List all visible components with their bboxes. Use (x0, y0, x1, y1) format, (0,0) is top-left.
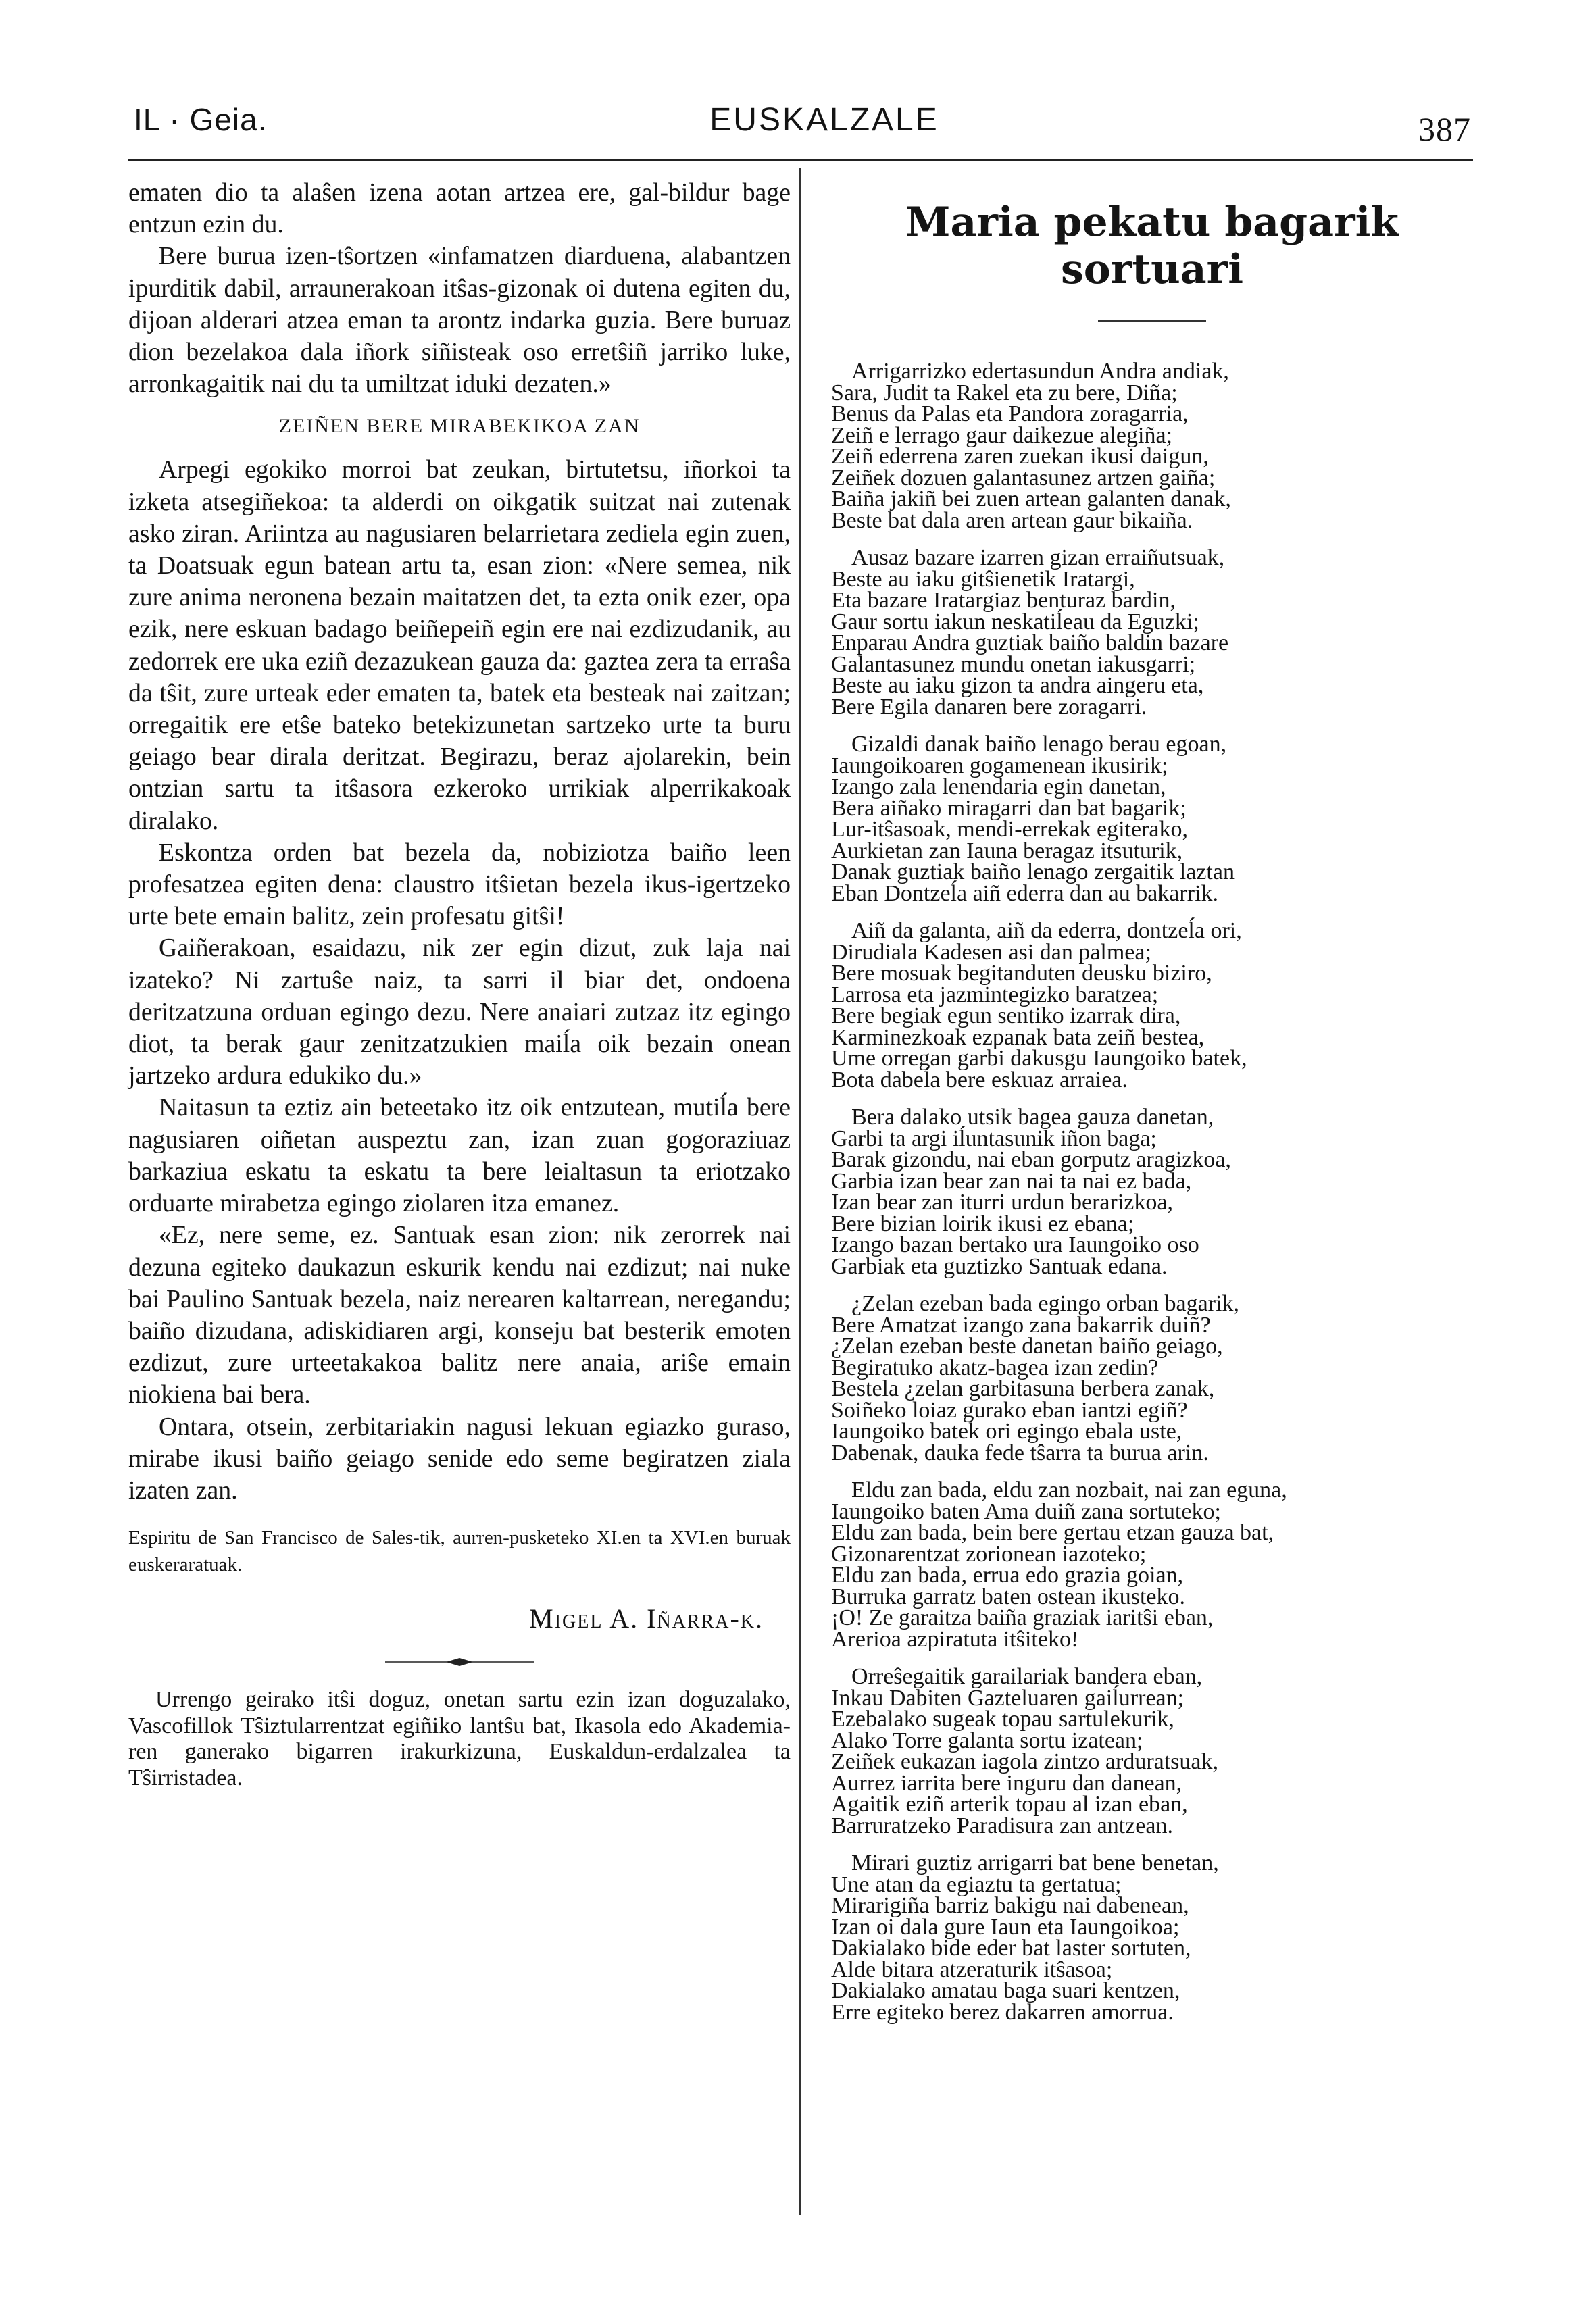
poem-stanza (831, 547, 1473, 718)
poem-line: Arrigarrizko edertasundun Andra andiak, (851, 359, 1229, 384)
poem-line: Garbi ta argi iĺuntasunik iñon baga; (831, 1126, 1157, 1151)
poem-stanza (831, 361, 1473, 531)
poem-line: Danak guztiak baiño lenago zergaitik laztan (831, 859, 1235, 884)
left-column (128, 177, 791, 1791)
poem-line: Gaur sortu iakun neskatiĺeau da Eguzki; (831, 609, 1199, 634)
poem-line: Bestela ¿zelan garbitasuna berbera zanak, (831, 1376, 1215, 1401)
poem-line: Ezebalako sugeak topau sartulekurik, (831, 1707, 1174, 1732)
poem-line: Bere mosuak begitanduten deusku biziro, (831, 961, 1212, 986)
poem-line: Gizaldi danak baiño lenago berau egoan, (851, 732, 1227, 757)
poem-stanza (831, 1853, 1473, 2023)
poem-line: Larrosa eta jazmintegizko baratzea; (831, 982, 1159, 1007)
poem-line: Alako Torre galanta sortu izatean; (831, 1728, 1143, 1753)
poem-body (831, 361, 1473, 2023)
poem-line: Garbia izan bear zan nai ta nai ez bada, (831, 1168, 1192, 1194)
poem-line: Bere begiak egun sentiko izarrak dira, (831, 1003, 1181, 1028)
poem-line: Eldu zan bada, errua edo grazia goian, (831, 1563, 1184, 1588)
poem-line: Baiña jakiñ bei zuen artean galanten danak, (831, 486, 1231, 511)
poem-line: Enparau Andra guztiak baiño baldin bazare (831, 630, 1229, 655)
poem-line: Zeiñ e lerrago gaur daikezue alegiña; (831, 422, 1173, 448)
poem-line: Aurrez iarrita bere inguru dan danean, (831, 1770, 1182, 1796)
poem-line: Alde bitara atzeraturik itŝasoa; (831, 1957, 1113, 1982)
poem-line: Garbiak eta guztizko Santuak edana. (831, 1253, 1168, 1279)
poem-line: Bere bizian loirik ikusi ez ebana; (831, 1211, 1134, 1236)
poem-line: Mirarigiña barriz bakigu nai dabenean, (831, 1893, 1189, 1918)
poem-line: Eldu zan bada, eldu zan nozbait, nai zan eguna, (851, 1478, 1287, 1503)
poem-line: Barak gizondu, nai eban gorputz aragizkoa, (831, 1147, 1231, 1172)
poem-line: Galantasunez mundu onetan iakusgarri; (831, 651, 1196, 677)
poem-stanza (831, 920, 1473, 1090)
poem-line: Burruka garratz baten ostean ikusteko. (831, 1584, 1185, 1609)
header-rule (128, 159, 1473, 161)
page-number: 387 (1418, 110, 1471, 148)
poem-line: Dabenak, dauka fede tŝarra ta burua arin. (831, 1440, 1209, 1465)
source-footnote: Espiritu de San Francisco de Sales-tik, aurren-pusketeko XI.en ta XVI.en buruak euskeraratuak. (128, 1527, 791, 1576)
intro-paragraph-1: ematen dio ta alaŝen izena aotan artzea ere, gal-bildur bage entzun ezin du. (128, 178, 791, 239)
poem-line: Une atan da egiaztu ta gertatua; (831, 1871, 1122, 1897)
body-paragraph-2: Eskontza orden bat bezela da, nobiziotza baiño leen profesatzea egiten dena: claustro itŝietan bezela ikus-igertzeko urte bete emain balitz, zein profesatu gitŝi! (128, 838, 791, 931)
poem-line: Izango zala lenendaria egin danetan, (831, 774, 1166, 799)
poem-line: Zeiñek dozuen galantasunez artzen gaiña; (831, 465, 1216, 491)
poem-stanza (831, 1666, 1473, 1836)
poem-line: Iaungoiko batek ori egingo ebala uste, (831, 1419, 1182, 1444)
poem-line: Dakialako bide eder bat laster sortuten, (831, 1936, 1191, 1961)
poem-line: Benus da Palas eta Pandora zoragarria, (831, 401, 1189, 426)
poem-line: Bere Egila danaren bere zoragarri. (831, 694, 1147, 720)
poem-line: Mirari guztiz arrigarri bat bene benetan, (851, 1851, 1219, 1876)
poem-line: Bera aiñako miragarri dan bat bagarik; (831, 795, 1187, 821)
column-divider (799, 168, 801, 2215)
author-signature: Migel A. Iñarra-k. (529, 1603, 764, 1634)
poem-title: Maria pekatu bagarik sortuari (905, 199, 1399, 293)
poem-line: Agaitik eziñ arterik topau al izan eban, (831, 1792, 1188, 1817)
poem-line: Beste au iaku gitŝienetik Iratargi, (831, 566, 1135, 592)
body-paragraph-3: Gaiñerakoan, esaidazu, nik zer egin dizut, zuk laja nai izateko? Ni zartuŝe naiz, ta sarri il biar det, ondoena deritzatzuna orduan egingo dezu. Nere anaiari zutzaz itz egingo diot, ta berak gaur zenitzatzukien maiĺa oik bezain onean jartzeko ardura edukiko du.» (128, 934, 791, 1090)
poem-line: Iaungoikoaren gogamenean ikusirik; (831, 753, 1168, 778)
poem-line: Erre egiteko berez dakarren amorrua. (831, 1999, 1174, 2025)
poem-line: Orreŝegaitik garailariak bandera eban, (851, 1664, 1203, 1689)
poem-line: Zeiñ ederrena zaren zuekan ikusi daigun, (831, 444, 1209, 469)
poem-line: ¡O! Ze garaitza baiña graziak iaritŝi eban, (831, 1605, 1214, 1630)
poem-line: Zeiñek eukazan iagola zintzo arduratsuak, (831, 1749, 1219, 1774)
poem-line: Beste bat dala aren artean gaur bikaiña. (831, 507, 1193, 533)
poem-line: Bera dalako utsik bagea gauza danetan, (851, 1105, 1214, 1130)
poem-line: Beste au iaku gizon ta andra aingeru eta, (831, 673, 1204, 698)
poem-line: ¿Zelan ezeban beste danetan baiño geiago, (831, 1334, 1223, 1359)
poem-line: Bere Amatzat izango zana bakarrik duiñ? (831, 1312, 1211, 1338)
running-header-left: IL · Geia. (134, 102, 268, 137)
poem-line: Aurkietan zan Iauna beragaz itsuturik, (831, 838, 1183, 863)
poem-line: Eta bazare Iratargiaz benturaz bardin, (831, 588, 1176, 613)
editorial-notice: Urrengo geirako itŝi doguz, onetan sartu ezin izan doguzalako, Vascofillok Tŝiztularrentzat egiñiko lantŝu bat, Ikasola edo Akademia-ren ganerako bigarren irakurkizuna, Euskaldun-erdalzalea ta Tŝirristadea. (128, 1687, 791, 1790)
poem-line: Gizonarentzat zorionean iazoteko; (831, 1541, 1147, 1567)
section-subheading: ZEIÑEN BERE MIRABEKIKOA ZAN (278, 415, 641, 438)
poem-line: Bota dabeĺa bere eskuaz arraiea. (831, 1067, 1128, 1092)
ornament-divider (385, 1657, 534, 1667)
poem-stanza (831, 734, 1473, 904)
poem-line: Inkau Dabiten Gazteluaren gaiĺurrean; (831, 1685, 1184, 1711)
poem-line: Arerioa azpiratuta itŝiteko! (831, 1626, 1079, 1652)
title-rule (1098, 320, 1206, 322)
poem-stanza (831, 1107, 1473, 1277)
poem-line: Lur-itŝasoak, mendi-errekak egiterako, (831, 817, 1188, 842)
poem-line: Ausaz bazare izarren gizan erraiñutsuak, (851, 545, 1225, 570)
poem-line: ¿Zelan ezeban bada egingo orban bagarik, (851, 1291, 1239, 1316)
body-paragraph-4: Naitasun ta eztiz ain beteetako itz oik entzutean, mutiĺa bere nagusiaren oiñetan auspeztu zan, izan zuan gogoraziuaz barkaziua eskatu ta eskatu ta bere leialtasun ta eriotzako orduarte mirabetza egingo ziolaren itza emanez. (128, 1093, 791, 1218)
poem-line: Aiñ da galanta, aiñ da ederra, dontzeĺa ori, (851, 918, 1242, 943)
poem-line: Barruratzeko Paradisura zan antzean. (831, 1813, 1173, 1838)
body-paragraph-5: «Ez, nere seme, ez. Santuak esan zion: nik zerorrek nai dezuna egiteko daukazun eskurik kendu nai ezdizut; nai nuke bai Paulino Santuak bezela, naiz nerearen kaltarrean, neregandu; baiño dizudana, adiskidiaren argi, konseju bat besterik emoten ezdizut, zure urteetakakoa balitz nere anaia, ariŝe emain niokiena bai bera. (128, 1221, 791, 1409)
poem-line: Sara, Judit ta Rakel eta zu bere, Diña; (831, 380, 1178, 405)
poem-line: Begiratuko akatz-bagea izan zedin? (831, 1355, 1159, 1380)
intro-paragraph-2: Bere burua izen-tŝortzen «infamatzen diarduena, alabantzen ipurditik dabil, arraunerakoan itŝas-gizonak oi dutena egiten du, dijoan alderari atzea eman ta arontz indarka guzia. Bere buruaz dion bezelakoa dala iñork siñisteak oso erretŝiñ jarriko luke, arronkagaitik nai du ta umiltzat iduki dezaten.» (128, 242, 791, 399)
poem-line: Eldu zan bada, bein bere gertau etzan gauza bat, (831, 1520, 1274, 1545)
poem-stanza (831, 1293, 1473, 1463)
poem-line: Soiñeko loiaz gurako eban iantzi egiñ? (831, 1397, 1188, 1423)
body-paragraph-1: Arpegi egokiko morroi bat zeukan, birtutetsu, iñorkoi ta izketa atsegiñekoa: ta alderdi on oikgatik suitzat nai zutenak asko ziran. Ariintza au nagusiaren belarrietara zediela egin zuen, ta Doatsuak egun batean artu ta, esan zion: «Nere semea, nik zure anima neronena bezain maitatzen det, ta ezta onik ezer, opa ezik, nere eskuan badago beiñepeiñ egin ere nai ezdizudanik, au zedorrek ere uka eziñ dezazukean gauza da: gaztea zera ta erraŝa da tŝit, zure urteak eder ematen ta, batek eta besteak nai zaitzan; orregaitik ere etŝe bateko betekizunetan sartzeko urte ta buru geiago bear dirala deritzat. Begirazu, beraz ajolarekin, bein ontzian sartu ta itŝasora ezkeroko urrikiak alperrikakoak diralako. (128, 455, 791, 835)
poem-line: Ume orregan garbi dakusgu Iaungoiko batek, (831, 1046, 1247, 1071)
poem-line: Eban Dontzeĺa aiñ ederra dan au bakarrik. (831, 880, 1218, 906)
running-header-title: EUSKALZALE (709, 102, 939, 138)
poem-line: Dakialako amatau baga suari kentzen, (831, 1978, 1180, 2003)
poem-line: Dirudiala Kadesen asi dan palmea; (831, 939, 1151, 965)
poem-line: Izan oi dala gure Iaun eta Iaungoikoa; (831, 1914, 1180, 1940)
poem-line: Izango bazan bertako ura Iaungoiko oso (831, 1232, 1199, 1257)
poem-line: Iaungoiko baten Ama duiñ zana sortuteko; (831, 1499, 1221, 1524)
body-paragraph-6: Ontara, otsein, zerbitariakin nagusi lekuan egiazko guraso, mirabe ikusi baiño geiago senide edo seme begiratzen ziala izaten zan. (128, 1412, 791, 1505)
right-column (831, 177, 1473, 2039)
poem-line: Karminezkoak ezpanak bata zeiñ bestea, (831, 1024, 1205, 1050)
poem-line: Izan bear zan iturri urdun berarizkoa, (831, 1190, 1173, 1215)
poem-stanza (831, 1480, 1473, 1650)
